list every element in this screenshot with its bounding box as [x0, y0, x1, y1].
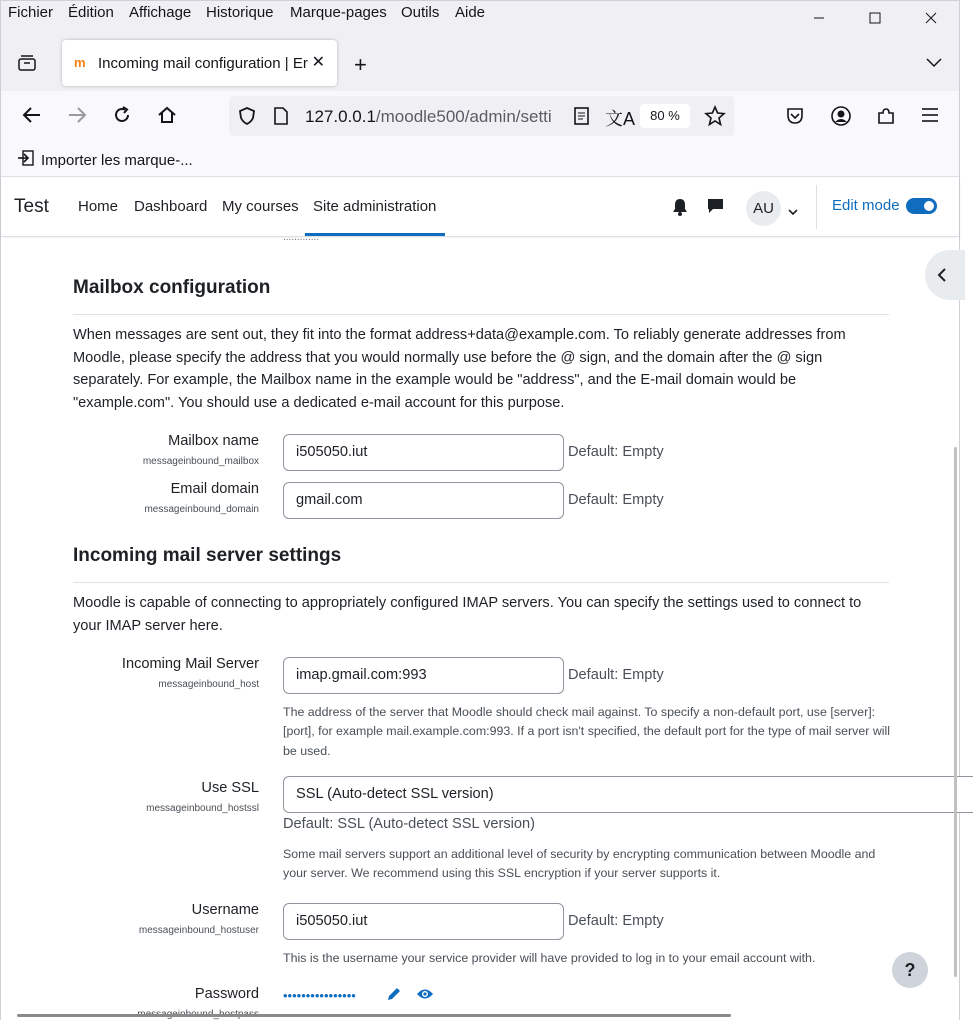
- extensions-icon[interactable]: [875, 105, 897, 132]
- mailbox-name-label: Mailbox name: [168, 433, 259, 449]
- tab-title: Incoming mail configuration | Er: [98, 54, 308, 72]
- back-icon[interactable]: [22, 106, 42, 129]
- hamburger-menu-icon[interactable]: [920, 107, 940, 128]
- shield-icon[interactable]: [237, 106, 257, 131]
- reload-icon[interactable]: [112, 105, 132, 130]
- menu-marque-pages[interactable]: Marque-pages: [290, 4, 387, 21]
- home-icon[interactable]: [157, 105, 177, 130]
- close-tab-icon[interactable]: ✕: [311, 54, 325, 71]
- password-masked-value: ••••••••••••••••: [283, 988, 356, 1003]
- email-domain-default: Default: Empty: [568, 492, 664, 508]
- username-input[interactable]: i505050.iut: [283, 903, 564, 940]
- notifications-bell-icon[interactable]: [672, 198, 688, 221]
- tab-active[interactable]: [62, 40, 337, 86]
- url-host: 127.0.0.1: [305, 107, 376, 126]
- menu-fichier[interactable]: Fichier: [8, 4, 54, 21]
- new-tab-icon[interactable]: +: [354, 52, 367, 77]
- use-ssl-default: Default: SSL (Auto-detect SSL version): [283, 816, 535, 832]
- nav-my-courses[interactable]: My courses: [222, 198, 299, 215]
- incoming-mail-server-key: messageinbound_host: [158, 679, 259, 690]
- user-avatar[interactable]: AU: [746, 191, 781, 226]
- header-divider: [816, 185, 817, 229]
- menu-outils[interactable]: Outils: [401, 4, 440, 21]
- mailbox-name-input[interactable]: i505050.iut: [283, 434, 564, 471]
- username-key: messageinbound_hostuser: [138, 925, 259, 936]
- reader-view-icon[interactable]: [573, 106, 591, 131]
- tab-bar: [1, 35, 959, 91]
- menu-bar: [1, 1, 959, 35]
- incoming-mail-server-default: Default: Empty: [568, 667, 664, 683]
- menu-edition[interactable]: Édition: [68, 4, 114, 21]
- incoming-mail-server-label: Incoming Mail Server: [121, 656, 259, 672]
- mailbox-name-default: Default: Empty: [568, 444, 664, 460]
- incoming-server-description: Moodle is capable of connecting to appropriately configured IMAP servers. You can specify the settings used to connect to your IMAP server here.: [73, 595, 862, 634]
- url-path: /moodle500/admin/setti: [375, 107, 552, 126]
- moodle-favicon-icon: m: [74, 55, 86, 70]
- nav-dashboard[interactable]: Dashboard: [134, 198, 208, 215]
- list-tabs-chevron-icon[interactable]: [926, 55, 942, 73]
- section-divider: [73, 582, 889, 583]
- mailbox-description: When messages are sent out, they fit into the format address+data@example.com. To reliably generate addresses from Moodle, please specify the address that you would normally use before the @ sign, and the domain after the @ sign separately. For example, the Mailbox name in the example would be "address", and the E-mail domain would be "example.com". You should use a dedicated e-mail account for this purpose.: [73, 327, 846, 411]
- vertical-scrollbar[interactable]: [954, 447, 957, 977]
- bookmarks-bar: [1, 141, 959, 177]
- use-ssl-key: messageinbound_hostssl: [146, 803, 259, 814]
- password-label: Password: [194, 986, 259, 1002]
- translate-icon[interactable]: 文A: [605, 109, 636, 129]
- edit-pencil-icon[interactable]: [386, 986, 402, 1007]
- clipped-text: .............: [283, 232, 320, 243]
- url-bar[interactable]: [229, 96, 734, 136]
- nav-site-administration[interactable]: Site administration: [313, 198, 437, 215]
- help-button[interactable]: ?: [892, 952, 928, 988]
- nav-bar: [1, 91, 959, 141]
- import-bookmarks-label: Importer les marque-...: [41, 151, 193, 169]
- menu-affichage[interactable]: Affichage: [129, 4, 192, 21]
- mailbox-config-heading: Mailbox configuration: [73, 277, 271, 298]
- bookmark-star-icon[interactable]: [704, 105, 726, 132]
- main-content: [1, 232, 959, 1021]
- minimize-icon[interactable]: [791, 1, 847, 35]
- username-default: Default: Empty: [568, 913, 664, 929]
- zoom-level[interactable]: 80 %: [640, 104, 690, 128]
- account-icon[interactable]: [830, 105, 852, 132]
- incoming-mail-server-help: The address of the server that Moodle should check mail against. To specify a non-default port, use [server]:[port], for example mail.example.com:993. If a port isn't specified, the default port for the type of mail server will be used.: [283, 705, 891, 758]
- use-ssl-help: Some mail servers support an additional level of security by encrypting communication between Moodle and your server. We recommend using this SSL encryption if your server supports it.: [283, 847, 876, 881]
- email-domain-key: messageinbound_domain: [144, 504, 259, 515]
- import-bookmarks-link[interactable]: [17, 149, 193, 171]
- edit-mode-label: Edit mode: [832, 197, 900, 214]
- menu-aide[interactable]: Aide: [455, 4, 486, 21]
- incoming-mail-server-input[interactable]: imap.gmail.com:993: [283, 657, 564, 694]
- email-domain-label: Email domain: [170, 481, 259, 497]
- site-brand[interactable]: Test: [14, 196, 49, 217]
- maximize-icon[interactable]: [847, 1, 903, 35]
- moodle-navbar: [1, 177, 959, 237]
- use-ssl-select[interactable]: SSL (Auto-detect SSL version): [283, 776, 973, 813]
- user-menu-chevron-icon[interactable]: [788, 203, 798, 221]
- forward-icon[interactable]: [67, 106, 87, 129]
- messages-icon[interactable]: [707, 198, 724, 220]
- menu-historique[interactable]: Historique: [206, 4, 274, 21]
- pocket-icon[interactable]: [785, 106, 805, 131]
- nav-home[interactable]: Home: [78, 198, 119, 215]
- edit-mode-toggle[interactable]: [906, 198, 937, 214]
- close-window-icon[interactable]: [903, 1, 959, 35]
- tab-overview-icon[interactable]: [17, 54, 37, 77]
- chevron-left-icon: [937, 267, 947, 288]
- url-text: [305, 107, 563, 127]
- email-domain-input[interactable]: gmail.com: [283, 482, 564, 519]
- show-password-eye-icon[interactable]: [416, 987, 434, 1006]
- username-label: Username: [191, 902, 259, 918]
- username-help: This is the username your service provider will have provided to log in to your email account with.: [283, 951, 816, 965]
- mailbox-name-key: messageinbound_mailbox: [142, 456, 259, 467]
- page-info-icon[interactable]: [273, 106, 289, 131]
- section-divider: [73, 314, 889, 315]
- use-ssl-label: Use SSL: [201, 780, 259, 796]
- import-icon: [17, 149, 35, 171]
- incoming-server-heading: Incoming mail server settings: [73, 545, 342, 566]
- horizontal-scrollbar[interactable]: [17, 1014, 731, 1017]
- active-nav-indicator: [305, 233, 445, 236]
